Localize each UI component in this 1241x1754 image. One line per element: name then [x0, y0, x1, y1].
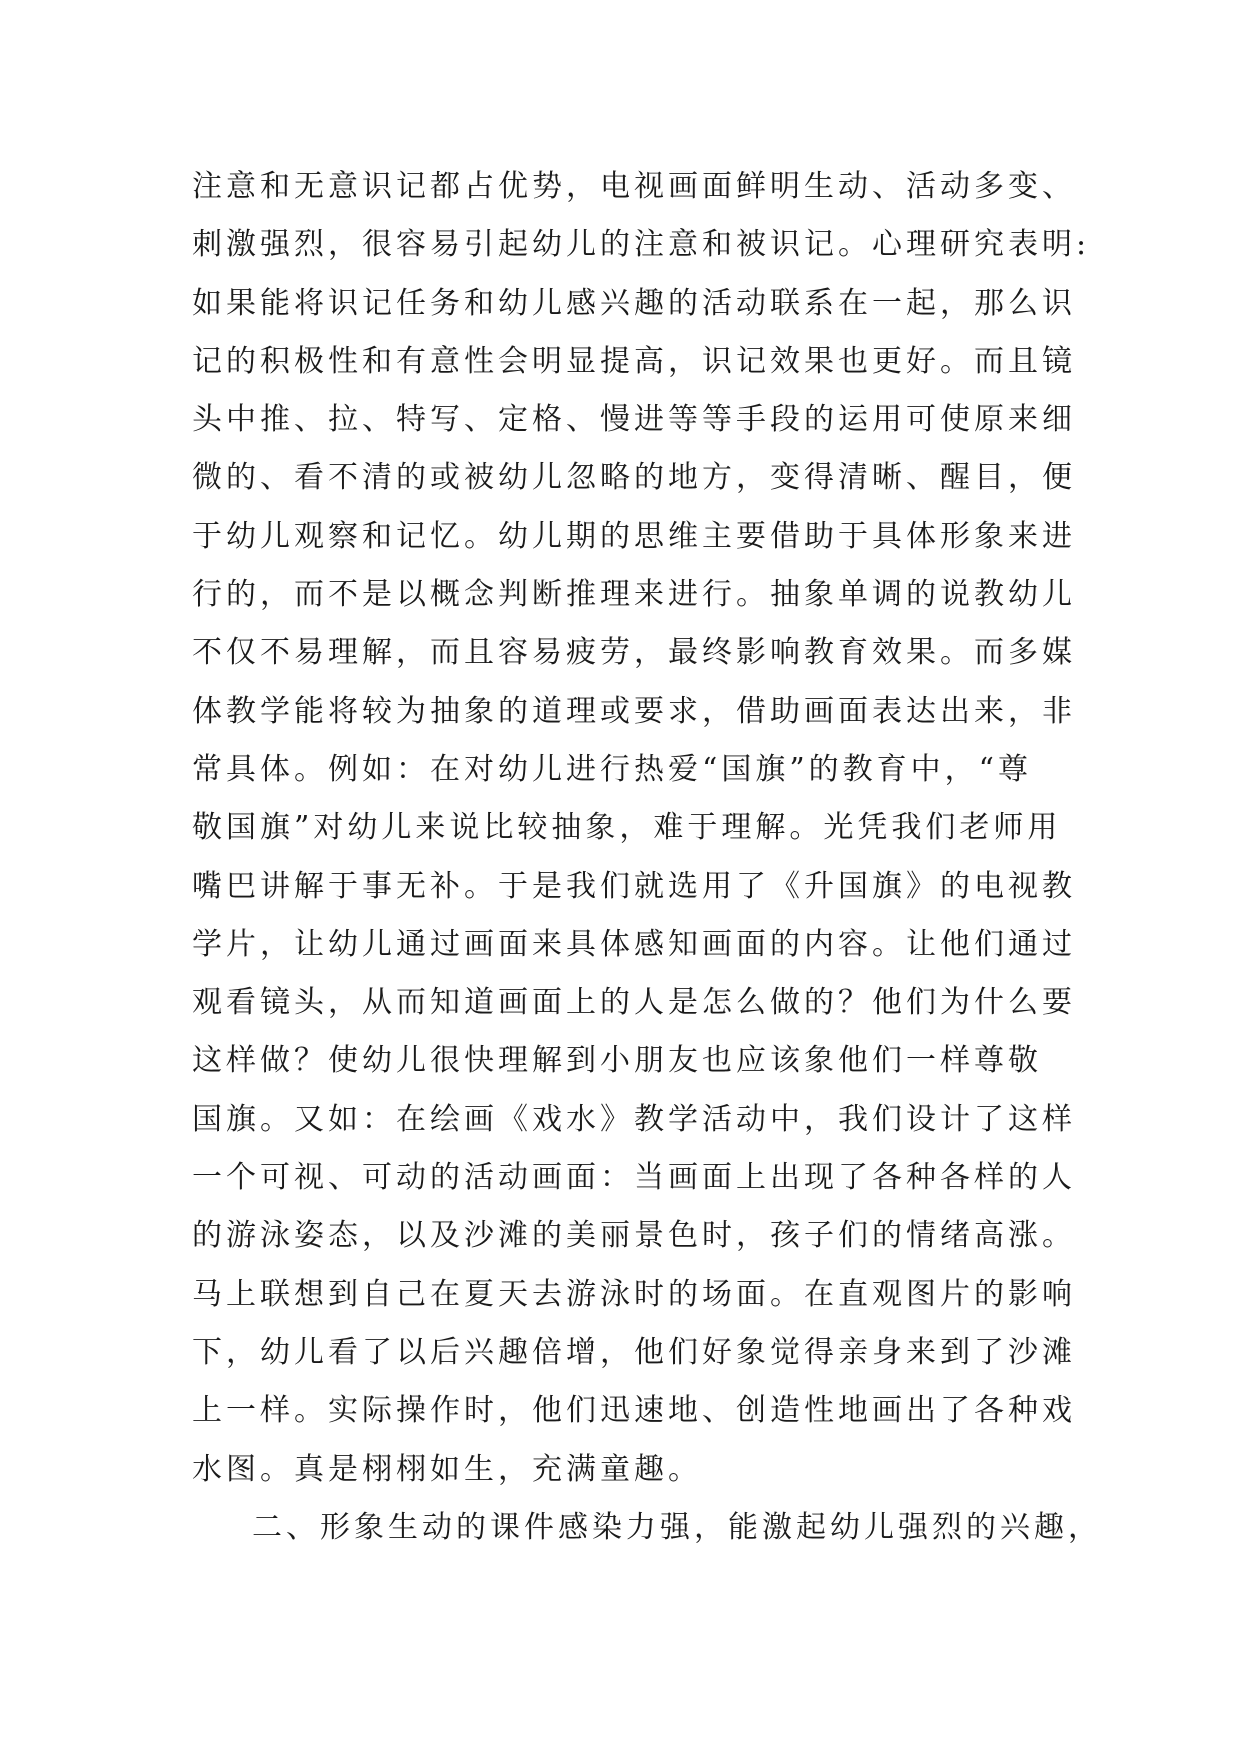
text-line: 水图。真是栩栩如生，充满童趣。: [192, 1451, 702, 1487]
text-line: 行的，而不是以概念判断推理来进行。抽象单调的说教幼儿: [192, 577, 1076, 613]
text-line: 微的、看不清的或被幼儿忽略的地方，变得清晰、醒目，便: [192, 460, 1076, 496]
text-line: 如果能将识记任务和幼儿感兴趣的活动联系在一起，那么识: [192, 285, 1076, 321]
text-line: 的游泳姿态，以及沙滩的美丽景色时，孩子们的情绪高涨。: [192, 1218, 1076, 1254]
text-line: 常具体。例如：在对幼儿进行热爱“国旗”的教育中，“尊: [192, 751, 1033, 787]
body-text: [192, 158, 1102, 1557]
text-line: 嘴巴讲解于事无补。于是我们就选用了《升国旗》的电视教: [192, 868, 1076, 904]
text-line: 下，幼儿看了以后兴趣倍增，他们好象觉得亲身来到了沙滩: [192, 1334, 1076, 1370]
text-line: 这样做？使幼儿很快理解到小朋友也应该象他们一样尊敬: [192, 1043, 1042, 1079]
text-line: 观看镜头，从而知道画面上的人是怎么做的？他们为什么要: [192, 985, 1076, 1021]
section-heading: 二、形象生动的课件感染力强，能激起幼儿强烈的兴趣，: [252, 1509, 1102, 1545]
text-line: 不仅不易理解，而且容易疲劳，最终影响教育效果。而多媒: [192, 635, 1076, 671]
text-line: 于幼儿观察和记忆。幼儿期的思维主要借助于具体形象来进: [192, 518, 1076, 554]
text-line: 马上联想到自己在夏天去游泳时的场面。在直观图片的影响: [192, 1276, 1076, 1312]
text-line: 敬国旗”对幼儿来说比较抽象，难于理解。光凭我们老师用: [192, 810, 1062, 846]
text-line: 国旗。又如：在绘画《戏水》教学活动中，我们设计了这样: [192, 1101, 1076, 1137]
text-line: 记的积极性和有意性会明显提高，识记效果也更好。而且镜: [192, 343, 1076, 379]
text-line: 注意和无意识记都占优势，电视画面鲜明生动、活动多变、: [192, 169, 1076, 204]
text-line: 上一样。实际操作时，他们迅速地、创造性地画出了各种戏: [192, 1393, 1076, 1429]
text-line: 头中推、拉、特写、定格、慢进等等手段的运用可使原来细: [192, 402, 1076, 438]
text-line: 一个可视、可动的活动画面：当画面上出现了各种各样的人: [192, 1160, 1076, 1196]
text-line: 学片，让幼儿通过画面来具体感知画面的内容。让他们通过: [192, 926, 1076, 962]
text-line: 刺激强烈，很容易引起幼儿的注意和被识记。心理研究表明:: [192, 227, 1091, 263]
text-line: 体教学能将较为抽象的道理或要求，借助画面表达出来，非: [192, 693, 1076, 729]
